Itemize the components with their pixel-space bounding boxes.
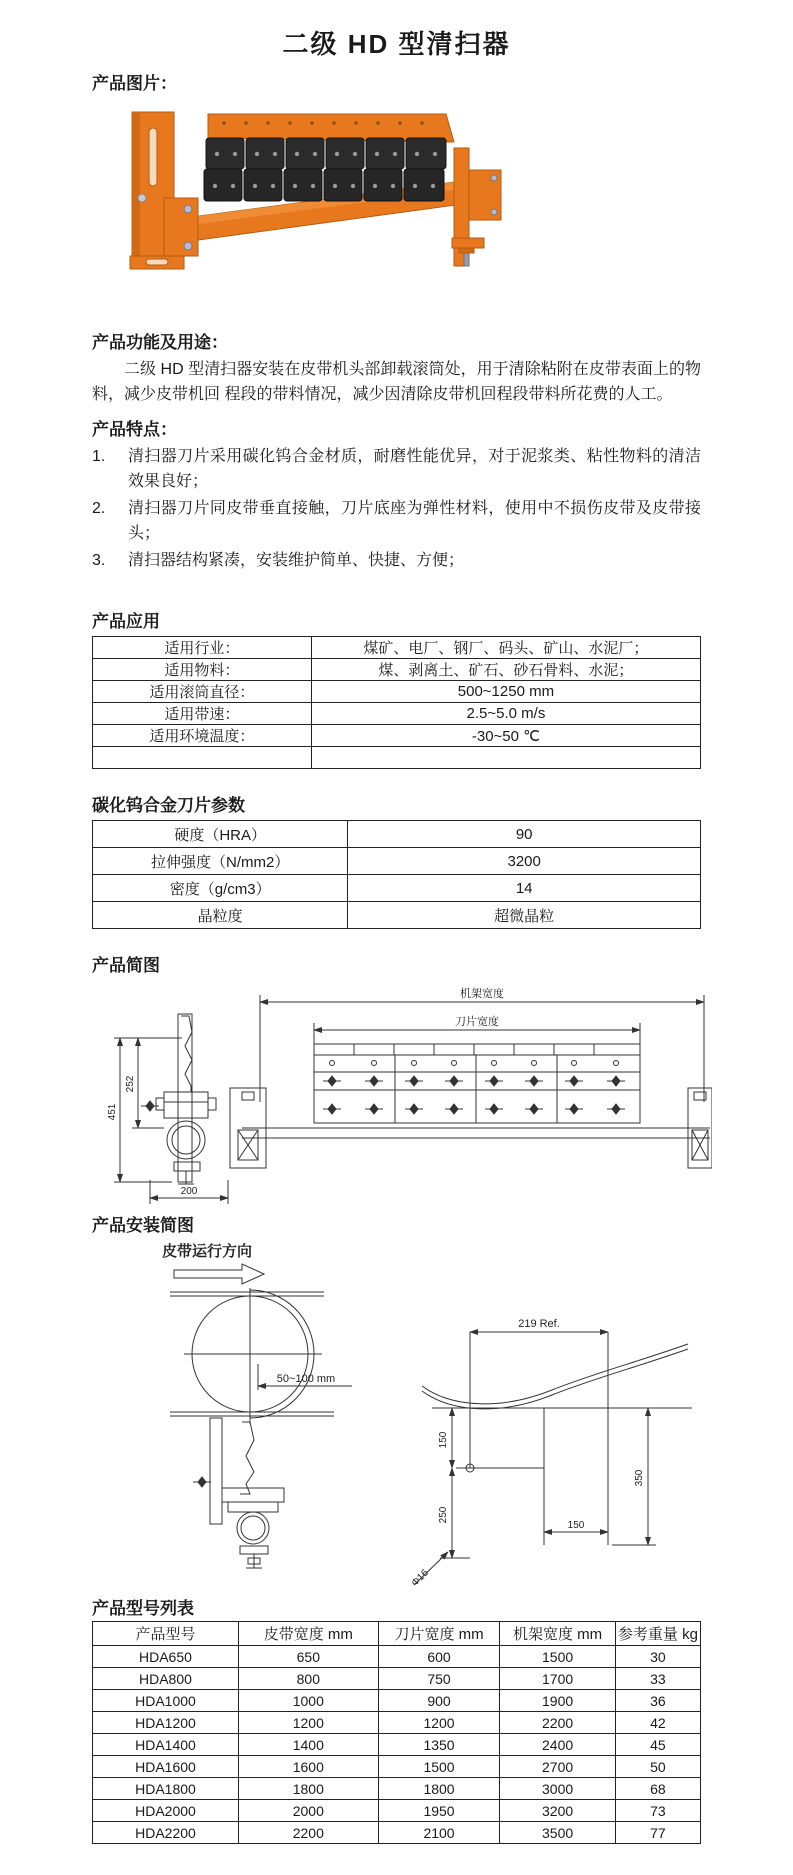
- cell-model: HDA2000: [93, 1800, 239, 1822]
- row-value: 500~1250 mm: [311, 681, 700, 703]
- install-heading: 产品安装简图: [92, 1216, 194, 1235]
- table-row: [93, 1668, 701, 1690]
- feature-item: [92, 444, 701, 494]
- photo-blade-row-upper: [206, 138, 446, 169]
- cell-belt-width: 2000: [238, 1800, 378, 1822]
- blade-width-label: 刀片宽度: [455, 1016, 499, 1028]
- cell-weight: 36: [615, 1690, 700, 1712]
- cell-blade-width: 1500: [378, 1756, 500, 1778]
- belt-direction-label: 皮带运行方向: [162, 1243, 253, 1260]
- cell-model: HDA800: [93, 1668, 239, 1690]
- photo-right-bracket: [452, 148, 501, 266]
- row-label: 适用滚筒直径：: [93, 681, 312, 703]
- cell-blade-width: 600: [378, 1646, 500, 1668]
- cell-belt-width: 1000: [238, 1690, 378, 1712]
- table-row: [93, 725, 701, 747]
- table-row: [93, 1822, 701, 1844]
- cell-frame-width: 1900: [500, 1690, 616, 1712]
- cell-model: HDA650: [93, 1646, 239, 1668]
- cell-blade-width: 1950: [378, 1800, 500, 1822]
- row-label: 适用带速：: [93, 703, 312, 725]
- cell-weight: 33: [615, 1668, 700, 1690]
- table-row: [93, 681, 701, 703]
- column-header: 机架宽度 mm: [500, 1622, 616, 1646]
- dim-451-label: 451: [107, 1103, 118, 1121]
- table-row: [93, 659, 701, 681]
- table-row: [93, 1778, 701, 1800]
- cell-model: HDA1400: [93, 1734, 239, 1756]
- feature-number: 2.: [92, 500, 106, 517]
- feature-item: [92, 496, 701, 546]
- dim-350-label: 350: [634, 1469, 645, 1487]
- application-table: [92, 636, 701, 769]
- row-value: 90: [348, 821, 701, 848]
- table-row: [93, 848, 701, 875]
- installation-sketch: [92, 1240, 712, 1590]
- blade-params-table: [92, 820, 701, 929]
- dim-250-label: 250: [438, 1506, 449, 1524]
- photo-left-bracket: [130, 112, 198, 269]
- cell-blade-width: 1200: [378, 1712, 500, 1734]
- cleaner-side-view: [193, 1418, 284, 1568]
- cell-weight: 73: [615, 1800, 700, 1822]
- table-header-row: [93, 1622, 701, 1646]
- feature-text: 清扫器刀片同皮带垂直接触，刀片底座为弹性材料，使用中不损伤皮带及皮带接头；: [128, 500, 701, 542]
- cell-frame-width: 1500: [500, 1646, 616, 1668]
- cell-blade-width: 900: [378, 1690, 500, 1712]
- cell-belt-width: 800: [238, 1668, 378, 1690]
- cell-belt-width: 1600: [238, 1756, 378, 1778]
- belt-direction: [162, 1242, 264, 1284]
- table-row: [93, 875, 701, 902]
- row-label: 适用环境温度：: [93, 725, 312, 747]
- row-label: 适用物料：: [93, 659, 312, 681]
- cell-belt-width: 1800: [238, 1778, 378, 1800]
- dim-150-bottom-label: 150: [567, 1520, 585, 1531]
- cell-frame-width: 2200: [500, 1712, 616, 1734]
- function-heading: 产品功能及用途：: [92, 333, 228, 352]
- cell-weight: 42: [615, 1712, 700, 1734]
- column-header: 刀片宽度 mm: [378, 1622, 500, 1646]
- dim-200-label: 200: [180, 1186, 198, 1197]
- cell-frame-width: 3000: [500, 1778, 616, 1800]
- cell-weight: 68: [615, 1778, 700, 1800]
- cell-belt-width: 650: [238, 1646, 378, 1668]
- row-label: 密度（g/cm3）: [93, 875, 348, 902]
- blade-params-heading: 碳化钨合金刀片参数: [92, 796, 245, 815]
- cell-weight: 77: [615, 1822, 700, 1844]
- row-value: 煤矿、电厂、钢厂、码头、矿山、水泥厂；: [311, 637, 700, 659]
- row-value: 3200: [348, 848, 701, 875]
- column-header: 皮带宽度 mm: [238, 1622, 378, 1646]
- sketch-blade-assembly: [314, 1044, 640, 1123]
- photo-blade-row-lower: [204, 169, 444, 201]
- row-label: 硬度（HRA）: [93, 821, 348, 848]
- ref-diagram: [422, 1318, 692, 1545]
- cell-model: HDA2200: [93, 1822, 239, 1844]
- feature-text: 清扫器刀片采用碳化钨合金材质，耐磨性能优异，对于泥浆类、粘性物料的清洁效果良好；: [128, 448, 701, 490]
- dim-blade-width: [314, 1014, 640, 1050]
- gap-label: 50~100 mm: [276, 1373, 336, 1385]
- feature-number: 3.: [92, 552, 106, 569]
- row-label: 拉伸强度（N/mm2）: [93, 848, 348, 875]
- ref-219-label: 219 Ref.: [518, 1318, 560, 1330]
- sketch-side-view: [141, 1014, 216, 1184]
- dia-16-label: Φ16: [409, 1567, 431, 1589]
- belt-direction-arrow-icon: [174, 1264, 264, 1284]
- feature-item: [92, 548, 701, 573]
- feature-number: 1.: [92, 448, 106, 465]
- ref-dims: [410, 1408, 656, 1589]
- column-header: 参考重量 kg: [615, 1622, 700, 1646]
- models-table: [92, 1621, 701, 1844]
- table-row: [93, 747, 701, 769]
- product-photo: [102, 98, 562, 288]
- pulley-and-belt: [170, 1288, 334, 1424]
- cell-model: HDA1200: [93, 1712, 239, 1734]
- product-photo-drawing: [102, 98, 562, 288]
- cell-blade-width: 750: [378, 1668, 500, 1690]
- cell-weight: 45: [615, 1734, 700, 1756]
- cell-weight: 50: [615, 1756, 700, 1778]
- cell-belt-width: 2200: [238, 1822, 378, 1844]
- row-value: 煤、剥离土、矿石、砂石骨料、水泥；: [311, 659, 700, 681]
- cell-frame-width: 3200: [500, 1800, 616, 1822]
- feature-list: [92, 444, 701, 573]
- table-row: [93, 1712, 701, 1734]
- table-row: [93, 1690, 701, 1712]
- photo-section-label: 产品图片：: [92, 74, 177, 93]
- features-heading: 产品特点：: [92, 420, 177, 439]
- table-row: [93, 1646, 701, 1668]
- application-heading: 产品应用: [92, 612, 160, 631]
- models-heading: 产品型号列表: [92, 1599, 194, 1618]
- cell-blade-width: 1350: [378, 1734, 500, 1756]
- sketch-heading: 产品简图: [92, 956, 160, 975]
- frame-width-label: 机架宽度: [460, 988, 504, 1000]
- row-value: [311, 747, 700, 769]
- function-body: 二级 HD 型清扫器安装在皮带机头部卸载滚筒处，用于清除粘附在皮带表面上的物料，减少皮带机回 程段的带料情况，减少因清除皮带机回程段带料所花费的人工。: [92, 361, 701, 403]
- cell-blade-width: 2100: [378, 1822, 500, 1844]
- row-value: 超微晶粒: [348, 902, 701, 929]
- dim-252-label: 252: [125, 1075, 136, 1093]
- row-value: -30~50 ℃: [311, 725, 700, 747]
- cell-model: HDA1600: [93, 1756, 239, 1778]
- installation-drawing: [92, 1240, 712, 1590]
- row-value: 2.5~5.0 m/s: [311, 703, 700, 725]
- table-row: [93, 902, 701, 929]
- cell-model: HDA1800: [93, 1778, 239, 1800]
- table-row: [93, 1800, 701, 1822]
- column-header: 产品型号: [93, 1622, 239, 1646]
- row-label: 适用行业：: [93, 637, 312, 659]
- product-sketch: [92, 980, 712, 1205]
- table-row: [93, 1734, 701, 1756]
- row-label: 晶粒度: [93, 902, 348, 929]
- row-value: 14: [348, 875, 701, 902]
- page-title: 二级 HD 型清扫器: [282, 29, 511, 59]
- dim-gap: [258, 1364, 352, 1390]
- cell-frame-width: 2700: [500, 1756, 616, 1778]
- cell-belt-width: 1400: [238, 1734, 378, 1756]
- cell-frame-width: 1700: [500, 1668, 616, 1690]
- product-sketch-drawing: [92, 980, 712, 1205]
- dim-150-upper-label: 150: [438, 1431, 449, 1449]
- cell-weight: 30: [615, 1646, 700, 1668]
- cell-frame-width: 3500: [500, 1822, 616, 1844]
- table-row: [93, 637, 701, 659]
- table-row: [93, 703, 701, 725]
- cell-frame-width: 2400: [500, 1734, 616, 1756]
- feature-text: 清扫器结构紧凑，安装维护简单、快捷、方便；: [128, 552, 465, 569]
- sketch-side-dims: [107, 1038, 228, 1204]
- cell-blade-width: 1800: [378, 1778, 500, 1800]
- table-row: [93, 1756, 701, 1778]
- cell-belt-width: 1200: [238, 1712, 378, 1734]
- cell-model: HDA1000: [93, 1690, 239, 1712]
- table-row: [93, 821, 701, 848]
- row-label: [93, 747, 312, 769]
